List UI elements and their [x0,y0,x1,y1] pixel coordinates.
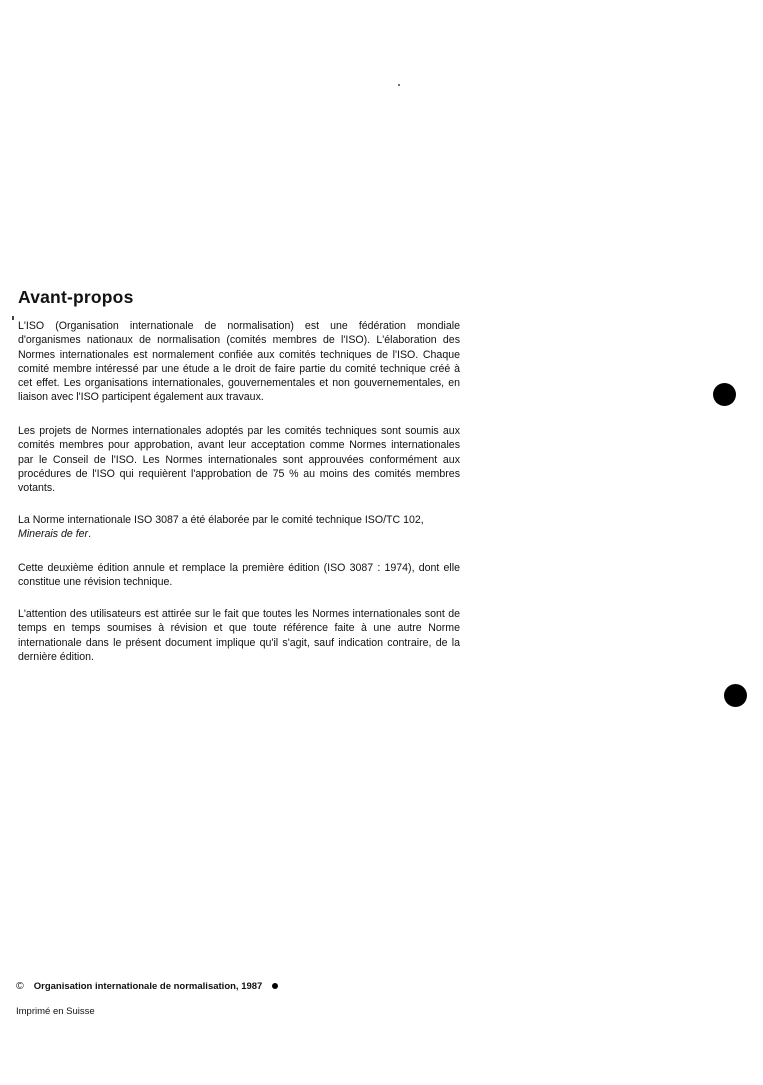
foreword-paragraph-5: L'attention des utilisateurs est attirée sur le fait que toutes les Normes internationales sont de temps en temps soumises à révision et que toute référence faite à une autre Norme internationale dans le présent document implique qu'il s'agit, sauf indication contraire, de la dernière édition. [18,608,460,663]
scan-speck [12,316,14,320]
committee-title: Minerais de fer [18,528,89,541]
printed-in: Imprimé en Suisse [16,1006,95,1017]
copyright-text: Organisation internationale de normalisation, 1987 [33,980,263,992]
scan-speck [398,84,400,86]
foreword-paragraph-1: L'ISO (Organisation internationale de normalisation) est une fédération mondiale d'organismes nationaux de normalisation (comités membres de l'ISO). L'élaboration des Normes internationales est normalement confiée aux comités techniques de l'ISO. Chaque comité membre intéressé par une étude a le droit de faire partie du comité technique créé à cet effet. Les organisations internationales, gouvernementales et non gouvernementales, en liaison avec l'ISO participent également aux travaux. [18,320,460,404]
foreword-paragraph-2: Les projets de Normes internationales adoptés par les comités techniques sont soumis aux comités membres pour approbation, avant leur acceptation comme Normes internationales par le Conseil de l'ISO. Les Normes internationales sont approuvées conformément aux procédures de l'ISO qui requièrent l'approbation de 75 % au moins des comités membres votants. [18,425,460,495]
period: . [88,528,92,541]
punch-hole-icon [713,383,736,406]
copyright-line [16,980,278,992]
bullet-icon [272,983,278,989]
copyright-icon: © [16,980,24,992]
foreword-paragraph-3 [18,513,460,542]
punch-hole-icon [724,684,747,707]
foreword-paragraph-4: Cette deuxième édition annule et remplace la première édition (ISO 3087 : 1974), dont elle constitue une révision technique. [18,562,460,589]
page-title: Avant-propos [18,287,134,307]
committee-statement: La Norme internationale ISO 3087 a été élaborée par le comité technique ISO/TC 102, [18,514,424,526]
